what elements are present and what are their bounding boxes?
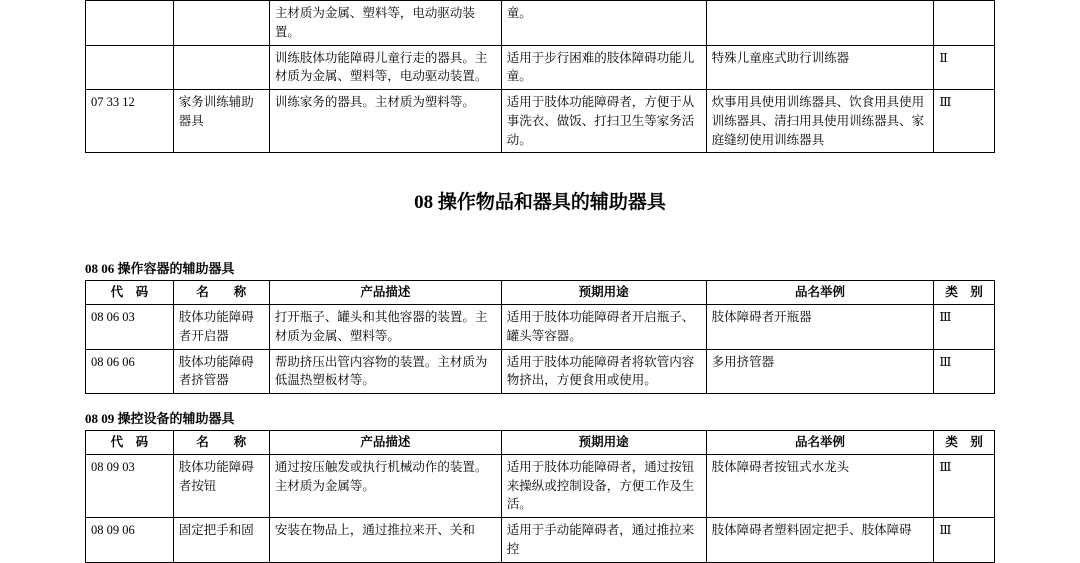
cell-example: 炊事用具使用训练器具、饮食用具使用训练器具、清扫用具使用训练器具、家庭缝纫使用训练器具: [706, 90, 934, 153]
cell-code: 07 33 12: [86, 90, 174, 153]
header-example: 品名举例: [706, 281, 934, 305]
table-row: [86, 45, 995, 90]
cell-desc: 帮助挤压出管内容物的装置。主材质为低温热塑板材等。: [269, 349, 501, 394]
header-category: 类 别: [934, 281, 995, 305]
subsection-0809-title: 08 09 操控设备的辅助器具: [85, 411, 235, 426]
cell-code: 08 09 06: [86, 518, 174, 563]
header-desc: 产品描述: [269, 431, 501, 455]
table-header-row: [86, 431, 995, 455]
cell-example: 肢体障碍者开瓶器: [706, 305, 934, 350]
cell-use: 适用于手动能障碍者，通过推拉来控: [501, 518, 706, 563]
table-0806: [85, 280, 995, 394]
header-use: 预期用途: [501, 281, 706, 305]
header-name: 名 称: [173, 281, 269, 305]
header-example: 品名举例: [706, 431, 934, 455]
table-0809: [85, 430, 995, 563]
cell-example: 特殊儿童座式助行训练器: [706, 45, 934, 90]
table-row: [86, 305, 995, 350]
subsection-0809: [85, 408, 995, 563]
cell-category: Ⅲ: [934, 518, 995, 563]
cell-category: Ⅲ: [934, 305, 995, 350]
cell-use: 童。: [501, 1, 706, 46]
header-code: 代 码: [86, 281, 174, 305]
cell-name: [173, 45, 269, 90]
cell-name: 肢体功能障碍者挤管器: [173, 349, 269, 394]
cell-name: [173, 1, 269, 46]
table-row: [86, 90, 995, 153]
cell-desc: 打开瓶子、罐头和其他容器的装置。主材质为金属、塑料等。: [269, 305, 501, 350]
cell-desc: 通过按压触发或执行机械动作的装置。主材质为金属等。: [269, 454, 501, 517]
header-code: 代 码: [86, 431, 174, 455]
cell-use: 适用于肢体功能障碍者，通过按钮来操纵或控制设备，方便工作及生活。: [501, 454, 706, 517]
cell-use: 适用于肢体功能障碍者将软管内容物挤出，方便食用或使用。: [501, 349, 706, 394]
cell-category: Ⅲ: [934, 454, 995, 517]
cell-code: [86, 45, 174, 90]
cell-category: Ⅲ: [934, 90, 995, 153]
cell-example: 多用挤管器: [706, 349, 934, 394]
cell-desc: 安装在物品上，通过推拉来开、关和: [269, 518, 501, 563]
cell-code: 08 09 03: [86, 454, 174, 517]
cell-example: [706, 1, 934, 46]
table-row: [86, 349, 995, 394]
table-row: [86, 1, 995, 46]
cell-use: 适用于步行困难的肢体障碍功能儿童。: [501, 45, 706, 90]
cell-name: 家务训练辅助器具: [173, 90, 269, 153]
cell-desc: 主材质为金属、塑料等，电动驱动装置。: [269, 1, 501, 46]
header-category: 类 别: [934, 431, 995, 455]
cell-use: 适用于肢体功能障碍者，方便于从事洗衣、做饭、打扫卫生等家务活动。: [501, 90, 706, 153]
cell-code: 08 06 06: [86, 349, 174, 394]
top-table-block: [85, 0, 995, 153]
table-row: [86, 454, 995, 517]
table-header-row: [86, 281, 995, 305]
header-desc: 产品描述: [269, 281, 501, 305]
subsection-0806: [85, 258, 995, 394]
cell-category: Ⅱ: [934, 45, 995, 90]
cell-name: 固定把手和固: [173, 518, 269, 563]
continuation-table: [85, 0, 995, 153]
cell-example: 肢体障碍者塑料固定把手、肢体障碍: [706, 518, 934, 563]
cell-desc: 训练肢体功能障碍儿童行走的器具。主材质为金属、塑料等，电动驱动装置。: [269, 45, 501, 90]
header-use: 预期用途: [501, 431, 706, 455]
cell-code: 08 06 03: [86, 305, 174, 350]
cell-name: 肢体功能障碍者开启器: [173, 305, 269, 350]
cell-use: 适用于肢体功能障碍者开启瓶子、罐头等容器。: [501, 305, 706, 350]
subsection-0806-title: 08 06 操作容器的辅助器具: [85, 261, 235, 277]
cell-desc: 训练家务的器具。主材质为塑料等。: [269, 90, 501, 153]
cell-category: [934, 1, 995, 46]
cell-name: 肢体功能障碍者按钮: [173, 454, 269, 517]
header-name: 名 称: [173, 431, 269, 455]
table-row: [86, 518, 995, 563]
cell-code: [86, 1, 174, 46]
section-heading: 08 操作物品和器具的辅助器具: [414, 192, 666, 214]
cell-example: 肢体障碍者按钮式水龙头: [706, 454, 934, 517]
cell-category: Ⅲ: [934, 349, 995, 394]
